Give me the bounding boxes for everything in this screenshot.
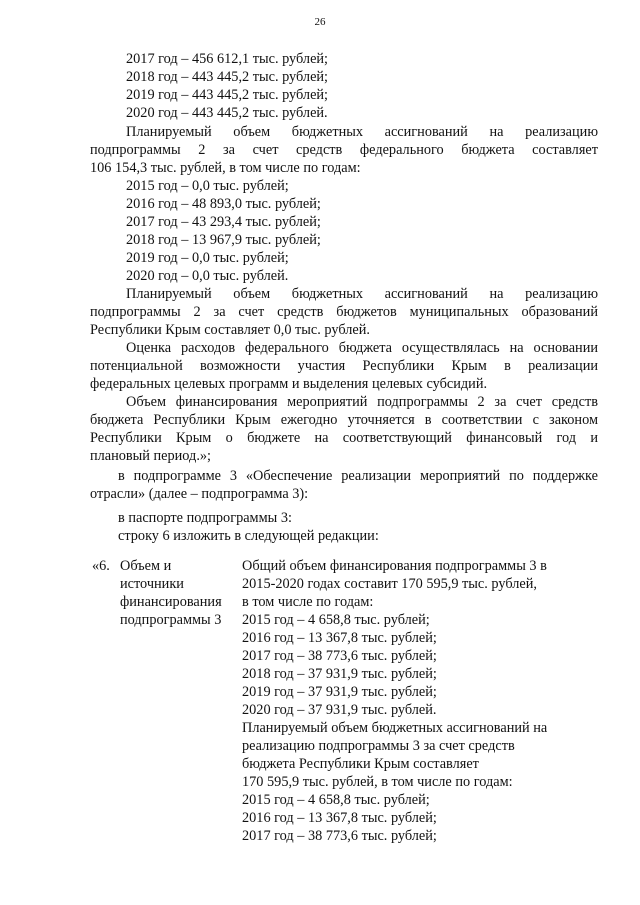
paragraph-line: Республики Крым о бюджете на соответствующий финансовый год и [90, 430, 598, 446]
paragraph-line: Республики Крым составляет 0,0 тыс. рублей. [90, 322, 370, 338]
year-line: 2018 год – 13 967,9 тыс. рублей; [126, 232, 321, 248]
row-content [242, 557, 547, 845]
content-line: 2016 год – 13 367,8 тыс. рублей; [242, 630, 437, 646]
content-line: 2018 год – 37 931,9 тыс. рублей; [242, 666, 437, 682]
paragraph-line: в паспорте подпрограммы 3: [118, 510, 292, 526]
paragraph-line: бюджета Республики Крым ежегодно уточняется в соответствии с законом [90, 412, 598, 428]
paragraph-line: Оценка расходов федерального бюджета осуществлялась на основании [126, 340, 598, 356]
content-line: реализацию подпрограммы 3 за счет средств [242, 738, 515, 754]
paragraph-line: в подпрограмме 3 «Обеспечение реализации мероприятий по поддержке [118, 468, 598, 484]
row-label [120, 557, 222, 629]
paragraph-line: потенциальной возможности участия Республики Крым в реализации [90, 358, 598, 374]
content-line: Планируемый объем бюджетных ассигнований на [242, 720, 548, 736]
label-line: Объем и [120, 558, 172, 574]
content-line: Общий объем финансирования подпрограммы 3 в [242, 558, 547, 574]
content-line: 2019 год – 37 931,9 тыс. рублей; [242, 684, 437, 700]
content-line: бюджета Республики Крым составляет [242, 756, 479, 772]
label-line: источники [120, 576, 184, 592]
label-line: подпрограммы 3 [120, 612, 222, 628]
content-line: 170 595,9 тыс. рублей, в том числе по годам: [242, 774, 513, 790]
paragraph-line: подпрограммы 2 за счет средств федерального бюджета составляет [90, 142, 598, 158]
content-line: 2016 год – 13 367,8 тыс. рублей; [242, 810, 437, 826]
content-line: 2015 год – 4 658,8 тыс. рублей; [242, 792, 430, 808]
paragraph-line: федеральных целевых программ и выделения целевых субсидий. [90, 376, 488, 392]
year-line: 2015 год – 0,0 тыс. рублей; [126, 178, 289, 194]
paragraph-line: Объем финансирования мероприятий подпрограммы 2 за счет средств [126, 394, 598, 410]
year-line: 2018 год – 443 445,2 тыс. рублей; [126, 69, 329, 85]
label-line: финансирования [120, 594, 222, 610]
paragraph-line: 106 154,3 тыс. рублей, в том числе по годам: [90, 160, 361, 176]
content-line: 2017 год – 38 773,6 тыс. рублей; [242, 828, 437, 844]
page-number: 26 [314, 16, 326, 28]
content-line: 2017 год – 38 773,6 тыс. рублей; [242, 648, 437, 664]
year-line: 2019 год – 0,0 тыс. рублей; [126, 250, 289, 266]
year-line: 2019 год – 443 445,2 тыс. рублей; [126, 87, 329, 103]
year-line: 2020 год – 0,0 тыс. рублей. [126, 268, 289, 284]
content-line: 2015-2020 годах составит 170 595,9 тыс. рублей, [242, 576, 537, 592]
paragraph-line: Планируемый объем бюджетных ассигнований на реализацию [126, 124, 598, 140]
content-line: 2020 год – 37 931,9 тыс. рублей. [242, 702, 437, 718]
year-line: 2017 год – 456 612,1 тыс. рублей; [126, 51, 329, 67]
year-line: 2017 год – 43 293,4 тыс. рублей; [126, 214, 321, 230]
paragraph-line: отрасли» (далее – подпрограмма 3): [90, 486, 309, 502]
content-line: в том числе по годам: [242, 594, 374, 610]
paragraph-line: Планируемый объем бюджетных ассигнований на реализацию [126, 286, 598, 302]
paragraph-line: подпрограммы 2 за счет средств бюджетов муниципальных образований [90, 304, 598, 320]
row-number: «6. [92, 558, 110, 574]
year-line: 2016 год – 48 893,0 тыс. рублей; [126, 196, 321, 212]
year-line: 2020 год – 443 445,2 тыс. рублей. [126, 105, 328, 121]
paragraph-line: строку 6 изложить в следующей редакции: [118, 528, 379, 544]
paragraph-line: плановый период.»; [90, 448, 212, 464]
content-line: 2015 год – 4 658,8 тыс. рублей; [242, 612, 430, 628]
